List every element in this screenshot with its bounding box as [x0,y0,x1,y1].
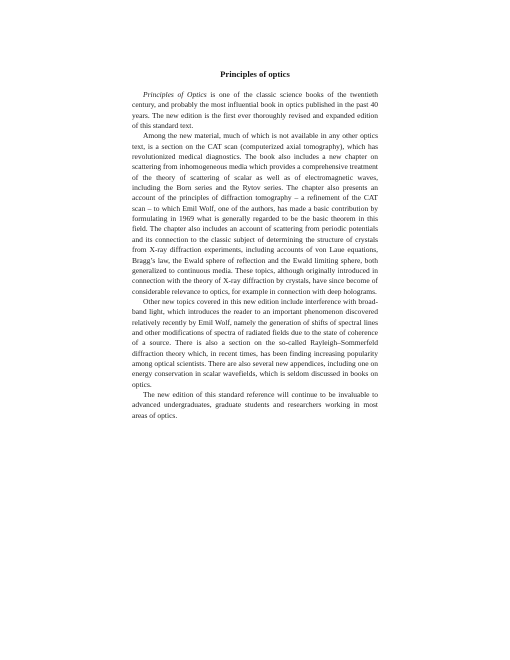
paragraph-text: Among the new material, much of which is not available in any other optics text, is a section on the CAT scan (computerized axial tomography), which has revolutionized medical diagnostics. The book also includes a new chapter on scattering from inhomogeneous media which provides a comprehensive treatment of the theory of scattering of scalar as well as of electromagnetic waves, including the Born series and the Rytov series. The chapter also presents an account of the principles of diffraction tomography – a refinement of the CAT scan – to which Emil Wolf, one of the authors, has made a basic contribution by formulating in 1969 what is generally regarded to be the basic theorem in this field. The chapter also includes an account of scattering from periodic potentials and its connection to the classic subject of determining the structure of crystals from X-ray diffraction experiments, including accounts of von Laue equations, Bragg’s law, the Ewald sphere of reflection and the Ewald limiting sphere, both generalized to continuous media. These topics, although originally introduced in connection with the theory of X-ray diffraction by crystals, have since become of considerable relevance to optics, for example in connection with deep holograms. [132,131,378,296]
paragraph-text: is one of the classic science books of the twentieth century, and probably the most influential book in optics published in the past 40 years. The new edition is the first ever thoroughly revised and expanded edition of this standard text. [132,90,378,131]
page-title: Principles of optics [220,69,290,79]
paragraph-intro [132,90,378,131]
paragraph-text: The new edition of this standard reference will continue to be invaluable to advanced undergraduates, graduate students and researchers working in most areas of optics. [132,389,378,420]
book-title-italic: Principles of Optics [143,90,207,99]
body-text [132,90,378,421]
paragraph-text: Other new topics covered in this new edition include interference with broad-band light, which introduces the reader to an important phenomenon discovered relatively recently by Emil Wolf, namely the generation of shifts of spectral lines and other modifications of spectra of radiated fields due to the state of coherence of a source. There is also a section on the so-called Rayleigh–Sommerfeld diffraction theory which, in recent times, has been finding increasing popularity among optical scientists. There are also several new appendices, including one on energy conservation in scalar wavefields, which is seldom discussed in books on optics. [132,296,378,389]
paragraph-new-material [132,131,378,297]
paragraph-conclusion [132,390,378,421]
paragraph-other-topics [132,297,378,390]
